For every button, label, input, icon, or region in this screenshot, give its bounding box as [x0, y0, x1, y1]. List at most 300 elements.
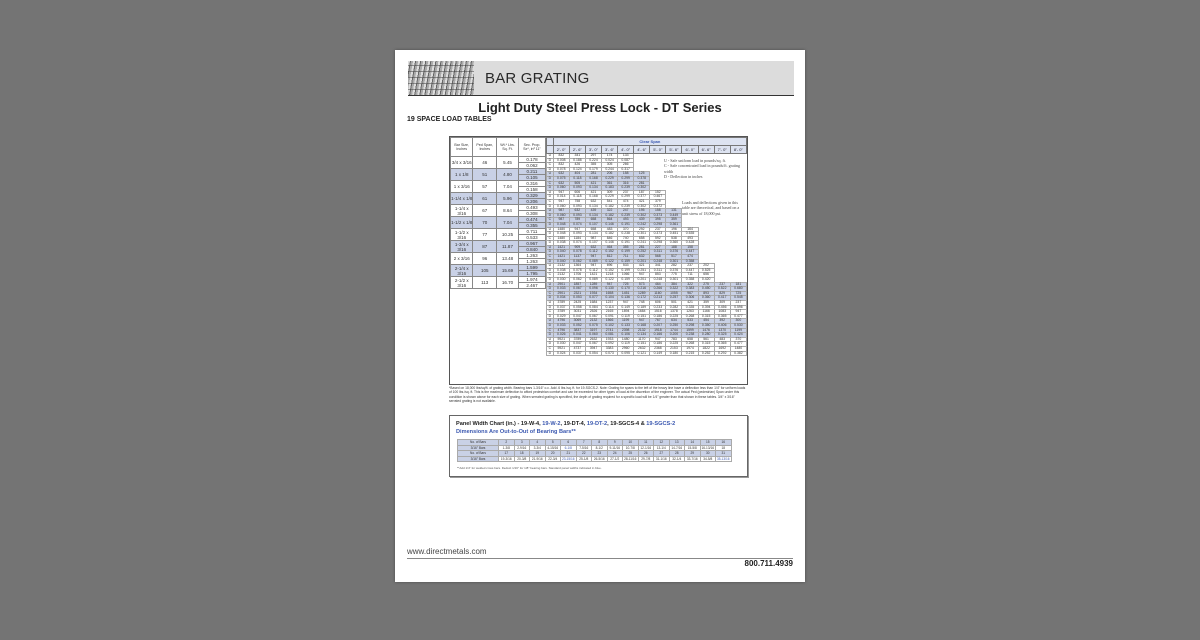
table-cell: 300: [730, 319, 746, 324]
table-cell: 632: [569, 209, 585, 214]
table-cell: 46: [473, 157, 497, 169]
table-cell: 0.093: [569, 186, 585, 191]
table-cell: 0.168: [585, 176, 601, 181]
table-cell: 0.119: [618, 342, 634, 347]
table-cell: 0.189: [634, 305, 650, 310]
table-cell: 533: [618, 264, 634, 269]
table-cell: 227: [650, 245, 666, 250]
table-cell: 0.376: [666, 250, 682, 255]
title-part: 19-W-2: [542, 421, 561, 427]
table-cell: 7.04: [497, 217, 519, 229]
table-cell: 987: [553, 218, 569, 223]
table-cell: 696: [602, 264, 618, 269]
table-cell: 846: [602, 236, 618, 241]
table-cell: 0.201: [634, 278, 650, 283]
table-row: [547, 351, 747, 356]
table-cell: 29-7/8: [638, 456, 654, 462]
table-cell: 0.151: [634, 342, 650, 347]
table-cell: 3/4 x 3/16: [451, 157, 473, 169]
table-cell: 0.225: [666, 342, 682, 347]
table-cell: 29: [685, 451, 701, 457]
table-cell: 31-1/16: [654, 456, 670, 462]
table-cell: 606: [569, 190, 585, 195]
row-label: D: [547, 167, 554, 172]
table-cell: 0.166: [650, 333, 666, 338]
row-label: U: [547, 264, 554, 269]
table-cell: 237: [682, 264, 698, 269]
table-cell: 0.122: [602, 278, 618, 283]
table-cell: 0.250: [666, 323, 682, 328]
row-label: D: [547, 305, 554, 310]
table-cell: 6: [561, 440, 577, 446]
phone-number: 800.711.4939: [744, 559, 793, 568]
sec-prop-cell: 0.355: [518, 223, 545, 229]
row-label: D: [547, 314, 554, 319]
website-link[interactable]: www.directmetals.com: [407, 547, 487, 556]
table-cell: 632: [585, 245, 601, 250]
table-cell: 0.075: [585, 323, 601, 328]
table-cell: 297: [585, 154, 601, 159]
sec-prop-cell: 0.308: [518, 211, 545, 217]
table-cell: 0.242: [634, 222, 650, 227]
table-cell: 27: [654, 451, 670, 457]
span-header: 6'- 6": [698, 146, 714, 154]
table-cell: 1692: [714, 346, 730, 351]
table-cell: 1822: [698, 346, 714, 351]
table-cell: 0.075: [553, 176, 569, 181]
table-cell: 947: [634, 319, 650, 324]
row-label: D: [547, 287, 554, 292]
table-cell: 0.424: [730, 333, 746, 338]
row-label: U: [547, 227, 554, 232]
table-cell: 13: [669, 440, 685, 446]
table-cell: 0.252: [634, 250, 650, 255]
table-cell: 0.114: [602, 305, 618, 310]
sec-prop-cell: 0.493: [518, 205, 545, 211]
table-cell: 0.420: [698, 278, 714, 283]
table-cell: 0.093: [569, 232, 585, 237]
table-cell: 0.241: [634, 241, 650, 246]
span-header: 4'- 6": [634, 146, 650, 154]
table-cell: 0.315: [698, 314, 714, 319]
table-cell: 0.292: [714, 351, 730, 356]
table-cell: 27-1/2: [607, 456, 623, 462]
column-header: Sec. Prop. Sx*, in³ 11": [518, 138, 545, 157]
table-cell: 0.118: [569, 195, 585, 200]
table-cell: 1857: [569, 282, 585, 287]
table-cell: 11: [638, 440, 654, 446]
table-cell: 237: [730, 301, 746, 306]
table-cell: 0.033: [553, 287, 569, 292]
table-cell: 4796: [553, 328, 569, 333]
table-cell: 0.248: [650, 278, 666, 283]
table-cell: 0.172: [634, 296, 650, 301]
table-cell: 1516: [650, 310, 666, 315]
table-cell: 0.298: [650, 222, 666, 227]
table-cell: 783: [666, 337, 682, 342]
row-label: D: [547, 186, 554, 191]
table-cell: 0.170: [618, 287, 634, 292]
table-cell: 0.229: [602, 176, 618, 181]
table-cell: 305: [602, 163, 618, 168]
table-cell: 0.047: [569, 342, 585, 347]
table-cell: 370: [618, 227, 634, 232]
table-cell: 0.168: [585, 195, 601, 200]
table-cell: 1933: [602, 337, 618, 342]
table-cell: 564: [602, 218, 618, 223]
table-cell: 832: [553, 154, 569, 159]
table-cell: 0.251: [634, 268, 650, 273]
table-cell: 0.182: [602, 213, 618, 218]
table-cell: 0.091: [602, 314, 618, 319]
table-cell: 3197: [585, 328, 601, 333]
table-cell: 0.107: [585, 241, 601, 246]
row-label: C: [547, 291, 554, 296]
table-cell: 23-15/16: [561, 457, 575, 462]
table-cell: 0.040: [553, 259, 569, 264]
table-cell: 1566: [602, 319, 618, 324]
row-label: D: [547, 241, 554, 246]
table-cell: 70: [473, 217, 497, 229]
table-cell: 0.299: [618, 195, 634, 200]
table-cell: 5921: [553, 346, 569, 351]
table-cell: 237: [650, 227, 666, 232]
table-cell: 131: [666, 209, 682, 214]
table-cell: 281: [634, 245, 650, 250]
table-cell: 8.64: [497, 205, 519, 217]
row-header: No. of Bars: [458, 440, 499, 446]
table-cell: 0.406: [714, 323, 730, 328]
table-cell: 25-1/8: [576, 456, 592, 462]
table-cell: 1 x 1/8: [451, 169, 473, 181]
table-cell: 0.378: [634, 176, 650, 181]
table-cell: 0.239: [618, 213, 634, 218]
table-cell: 0.041: [569, 333, 585, 338]
table-cell: 0.298: [650, 241, 666, 246]
table-cell: 0.447: [682, 268, 698, 273]
table-cell: 21-9/16: [530, 456, 546, 462]
sec-prop-cell: 0.105: [518, 175, 545, 181]
table-cell: 0.102: [602, 323, 618, 328]
row-label: C: [547, 181, 554, 186]
table-cell: 0.159: [618, 259, 634, 264]
table-cell: 947: [569, 227, 585, 232]
table-cell: 0.078: [553, 167, 569, 172]
table-cell: 206: [602, 172, 618, 177]
table-cell: 947: [602, 282, 618, 287]
row-label: D: [547, 158, 554, 163]
table-cell: 0.084: [585, 305, 601, 310]
table-cell: 0.372: [650, 204, 666, 209]
row-header: 3/16" Bars: [458, 445, 499, 451]
table-cell: 2165: [602, 310, 618, 315]
table-cell: 6-1/8: [561, 445, 577, 451]
table-cell: 2: [499, 440, 515, 446]
table-cell: 31: [716, 451, 732, 457]
table-cell: 0.233: [650, 305, 666, 310]
sec-prop-cell: 0.711: [518, 229, 545, 235]
panel-width-table: [457, 439, 732, 462]
table-cell: 0.451: [666, 232, 682, 237]
table-cell: 1706: [569, 273, 585, 278]
table-cell: 2 x 3/16: [451, 253, 473, 265]
table-cell: 789: [569, 218, 585, 223]
table-cell: 0.447: [682, 250, 698, 255]
document-page: [395, 50, 805, 582]
table-cell: 195: [634, 209, 650, 214]
table-cell: 341: [650, 264, 666, 269]
table-cell: 0.301: [634, 232, 650, 237]
table-cell: 832: [553, 163, 569, 168]
table-cell: 0.280: [698, 333, 714, 338]
table-cell: 3069: [569, 319, 585, 324]
table-cell: 0.008: [553, 158, 569, 163]
table-cell: 533: [682, 319, 698, 324]
table-cell: 0.238: [682, 333, 698, 338]
clear-span-header: Clear Span: [553, 138, 746, 146]
table-cell: 2901: [553, 291, 569, 296]
table-cell: 22: [576, 451, 592, 457]
table-cell: 77: [473, 229, 497, 241]
table-cell: 9: [607, 440, 623, 446]
table-cell: 573: [634, 282, 650, 287]
table-cell: 0.213: [650, 296, 666, 301]
table-cell: 0.034: [553, 296, 569, 301]
table-cell: 483: [602, 227, 618, 232]
grating-photo-icon: [408, 61, 474, 95]
table-cell: 0.180: [666, 351, 682, 356]
row-label: D: [547, 213, 554, 218]
table-cell: 0.030: [553, 342, 569, 347]
row-label: D: [547, 222, 554, 227]
table-cell: 0.216: [634, 287, 650, 292]
table-cell: 7: [576, 440, 592, 446]
table-cell: 538: [666, 236, 682, 241]
table-cell: 775: [666, 273, 682, 278]
panel-chart-subtitle: Dimensions Are Out-to-Out of Bearing Bars**: [456, 429, 576, 435]
table-cell: 0.067: [569, 287, 585, 292]
table-cell: 0.325: [714, 333, 730, 338]
table-cell: 359: [698, 301, 714, 306]
table-cell: 947: [618, 301, 634, 306]
table-cell: 0.030: [553, 278, 569, 283]
table-cell: 1199: [730, 328, 746, 333]
table-cell: 1263: [682, 310, 698, 315]
table-cell: 20-3/8: [514, 456, 530, 462]
table-cell: 0.168: [634, 323, 650, 328]
table-cell: 20: [545, 451, 561, 457]
row-label: D: [547, 296, 554, 301]
table-cell: 1480: [553, 236, 569, 241]
table-cell: 711: [618, 255, 634, 260]
table-cell: 0.074: [569, 241, 585, 246]
table-cell: 592: [650, 236, 666, 241]
table-cell: 464: [650, 282, 666, 287]
table-cell: 1476: [698, 328, 714, 333]
load-legend: [664, 158, 744, 180]
table-cell: 439: [585, 209, 601, 214]
table-cell: 5921: [553, 337, 569, 342]
table-cell: 404: [569, 172, 585, 177]
table-cell: 1-3/8: [499, 445, 515, 451]
table-cell: 0.302: [634, 186, 650, 191]
table-cell: 0.183: [602, 186, 618, 191]
table-cell: 0.382: [730, 351, 746, 356]
table-cell: 0.207: [650, 323, 666, 328]
table-cell: 8: [592, 440, 608, 446]
row-label: U: [547, 337, 554, 342]
table-cell: 0.224: [585, 158, 601, 163]
table-cell: 1421: [553, 255, 569, 260]
table-cell: 24: [607, 451, 623, 457]
table-cell: 2960: [618, 346, 634, 351]
table-cell: 812: [602, 255, 618, 260]
table-cell: 1364: [569, 264, 585, 269]
table-cell: 439: [634, 218, 650, 223]
row-label: D: [547, 342, 554, 347]
table-cell: 2632: [585, 337, 601, 342]
table-cell: 0.062: [569, 259, 585, 264]
table-cell: 8-1/2: [592, 445, 608, 451]
table-cell: 0.107: [585, 222, 601, 227]
table-cell: 17: [499, 451, 515, 457]
table-cell: 2321: [569, 291, 585, 296]
table-cell: 2132: [553, 264, 569, 269]
table-cell: 947: [650, 337, 666, 342]
table-cell: 1934: [585, 291, 601, 296]
table-cell: 0.225: [666, 314, 682, 319]
table-cell: 0.134: [585, 186, 601, 191]
table-cell: 0.136: [618, 296, 634, 301]
table-cell: 1480: [730, 346, 746, 351]
table-cell: 2-9/16: [514, 445, 530, 451]
table-cell: 1170: [634, 337, 650, 342]
row-label: C: [547, 218, 554, 223]
table-cell: 0.133: [618, 323, 634, 328]
table-cell: 309: [714, 301, 730, 306]
table-cell: 2368: [650, 346, 666, 351]
table-cell: 202: [698, 264, 714, 269]
column-header: Bar Size, Inches: [451, 138, 473, 157]
table-cell: 0.048: [553, 232, 569, 237]
sec-prop-cell: 1.263: [518, 253, 545, 259]
table-cell: 493: [618, 218, 634, 223]
table-cell: 0.119: [618, 314, 634, 319]
table-cell: 196: [666, 227, 682, 232]
span-header: 8'- 0": [730, 146, 746, 154]
table-cell: 28-11/16: [624, 457, 637, 462]
table-cell: 421: [634, 264, 650, 269]
table-cell: 0.477: [730, 314, 746, 319]
table-cell: 15: [700, 440, 716, 446]
table-cell: 292: [634, 227, 650, 232]
span-header: 4'- 0": [618, 146, 634, 154]
sec-prop-cell: 0.158: [518, 187, 545, 193]
table-cell: 4: [530, 440, 546, 446]
table-cell: 3383: [602, 346, 618, 351]
table-cell: 568: [650, 255, 666, 260]
table-cell: 19: [530, 451, 546, 457]
sec-prop-cell: 1.263: [518, 259, 545, 265]
table-cell: 1451: [618, 291, 634, 296]
row-label: D: [547, 250, 554, 255]
table-cell: 1894: [618, 310, 634, 315]
table-cell: 967: [682, 291, 698, 296]
table-cell: 0.306: [682, 296, 698, 301]
table-cell: 16-13/16: [701, 445, 715, 450]
table-cell: 1744: [666, 328, 682, 333]
table-cell: 26-5/16: [592, 456, 608, 462]
table-cell: 658: [585, 218, 601, 223]
table-cell: 0.315: [698, 342, 714, 347]
span-header: 7'- 0": [714, 146, 730, 154]
table-cell: 421: [634, 199, 650, 204]
table-cell: 0.095: [618, 351, 634, 356]
table-cell: 0.298: [682, 323, 698, 328]
table-cell: 501: [666, 301, 682, 306]
table-cell: 0.302: [634, 213, 650, 218]
table-cell: 2-1/4 x 3/16: [451, 265, 473, 277]
table-cell: 1599: [682, 328, 698, 333]
table-cell: 355: [618, 245, 634, 250]
table-cell: 0.067: [585, 342, 601, 347]
row-label: C: [547, 199, 554, 204]
table-cell: 0.680: [730, 287, 746, 292]
table-cell: 0.112: [585, 250, 601, 255]
table-cell: 0.186: [650, 342, 666, 347]
table-cell: 322: [682, 282, 698, 287]
span-header: 3'- 6": [602, 146, 618, 154]
table-cell: 21: [561, 451, 577, 457]
table-cell: 893: [698, 291, 714, 296]
table-cell: 1237: [602, 301, 618, 306]
table-cell: 0.394: [698, 305, 714, 310]
title-part: 19-DT-2: [586, 421, 608, 427]
table-cell: 5.96: [497, 193, 519, 205]
table-cell: 158: [650, 209, 666, 214]
table-cell: 1 x 3/16: [451, 181, 473, 193]
table-cell: 0.146: [602, 241, 618, 246]
table-cell: 0.257: [666, 296, 682, 301]
table-cell: 725: [730, 291, 746, 296]
table-cell: 483: [714, 337, 730, 342]
table-cell: 0.058: [569, 305, 585, 310]
table-cell: 0.060: [585, 333, 601, 338]
table-cell: 15.69: [497, 265, 519, 277]
table-cell: 359: [666, 218, 682, 223]
table-cell: 0.467: [650, 195, 666, 200]
table-cell: 947: [634, 273, 650, 278]
table-cell: 0.358: [682, 278, 698, 283]
table-cell: 7.04: [497, 181, 519, 193]
table-cell: 0.134: [585, 232, 601, 237]
table-cell: 0.033: [553, 323, 569, 328]
table-cell: 0.152: [602, 250, 618, 255]
table-cell: 379: [650, 199, 666, 204]
table-cell: 361: [602, 181, 618, 186]
table-cell: 0.350: [698, 323, 714, 328]
table-cell: 164: [682, 227, 698, 232]
table-cell: 87: [473, 241, 497, 253]
sec-prop-cell: 0.211: [518, 169, 545, 175]
table-cell: 1218: [602, 273, 618, 278]
table-cell: 0.067: [585, 314, 601, 319]
legend-item: U - Safe uniform load in pounds/sq. ft.: [664, 158, 726, 163]
table-cell: 0.093: [569, 204, 585, 209]
table-cell: 632: [585, 199, 601, 204]
row-label: C: [547, 310, 554, 315]
table-cell: 309: [602, 190, 618, 195]
